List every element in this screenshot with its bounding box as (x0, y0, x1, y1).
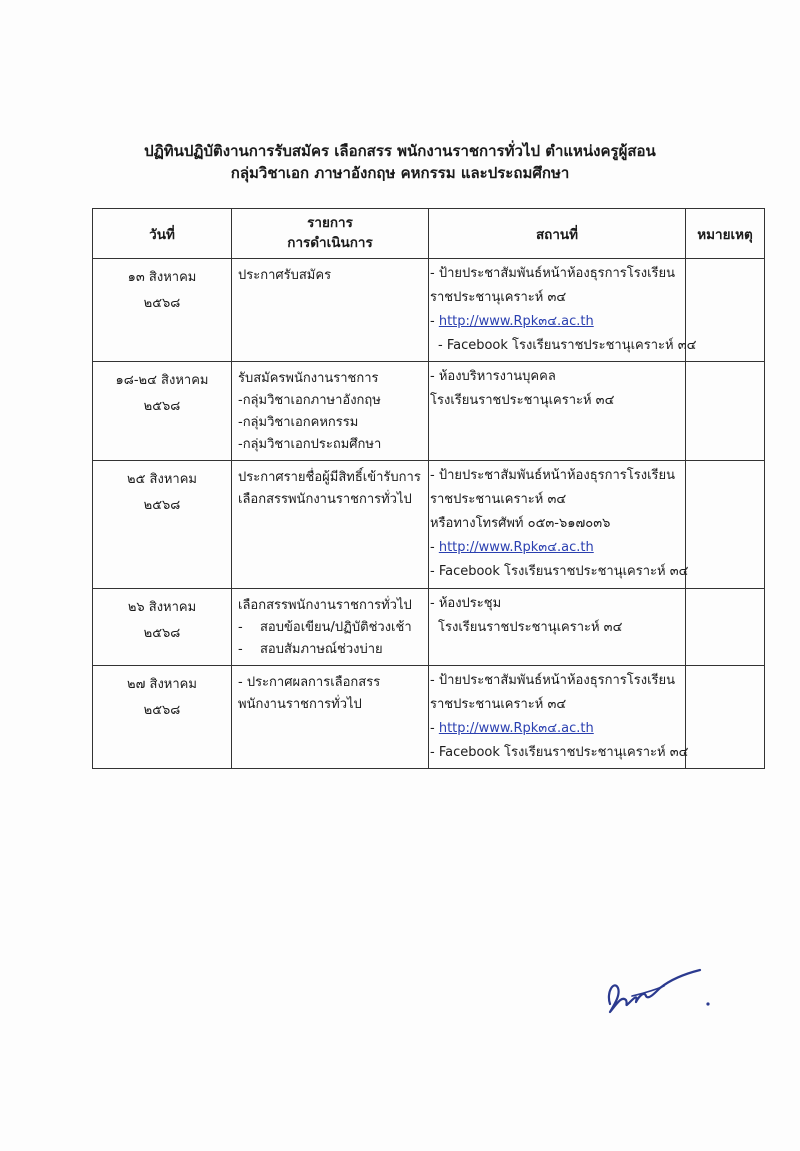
date-cell (93, 461, 232, 589)
header-activity-line2: การดำเนินการ (287, 235, 373, 251)
place-text: โรงเรียนราชประชานุเคราะห์ ๓๔ (430, 393, 615, 408)
activity-text: ประกาศรับสมัคร (238, 268, 332, 283)
place-text: โรงเรียนราชประชานุเคราะห์ ๓๔ (438, 620, 623, 635)
header-note: หมายเหตุ (686, 209, 765, 259)
place-text: ราชประชานุเคราะห์ ๓๔ (430, 290, 567, 305)
note-cell (686, 589, 765, 666)
place-text: - ห้องประชุม (430, 596, 502, 611)
date-cell (93, 589, 232, 666)
place-text: - ป้ายประชาสัมพันธ์หน้าห้องธุรการโรงเรียน (430, 468, 676, 483)
place-text: - Facebook โรงเรียนราชประชานุเคราะห์ ๓๔ (430, 745, 689, 760)
place-text: - (430, 721, 439, 736)
document-subtitle: กลุ่มวิชาเอก ภาษาอังกฤษ คหกรรม และประถมศึกษา (230, 164, 570, 182)
place-cell (429, 666, 689, 769)
date-day: ๑๓ สิงหาคม (127, 270, 197, 285)
activity-text: ประกาศรายชื่อผู้มีสิทธิ์เข้ารับการ (238, 470, 421, 485)
activity-text: -กลุ่มวิชาเอกประถมศึกษา (238, 437, 382, 452)
table-row (93, 461, 765, 589)
table-row (93, 666, 765, 769)
date-day: ๒๗ สิงหาคม (127, 677, 197, 692)
date-day: ๑๘-๒๔ สิงหาคม (115, 373, 209, 388)
activity-text: รับสมัครพนักงานราชการ (238, 371, 379, 386)
website-link[interactable]: http://www.Rpk๓๔.ac.th (438, 540, 594, 555)
document-title: ปฏิทินปฏิบัติงานการรับสมัคร เลือกสรร พนักงานราชการทั่วไป ตำแหน่งครูผู้สอน (144, 142, 656, 160)
activity-cell (232, 589, 429, 666)
place-text: - Facebook โรงเรียนราชประชานุเคราะห์ ๓๔ (438, 338, 697, 353)
date-year: ๒๕๖๘ (143, 703, 181, 718)
note-cell (686, 666, 765, 769)
activity-text: เลือกสรรพนักงานราชการทั่วไป (238, 492, 412, 507)
date-day: ๒๕ สิงหาคม (127, 472, 197, 487)
activity-cell (232, 362, 429, 461)
activity-cell (232, 259, 429, 362)
date-cell (93, 259, 232, 362)
date-year: ๒๕๖๘ (143, 498, 181, 513)
header-place: สถานที่ (429, 209, 686, 259)
place-text: - (430, 314, 439, 329)
website-link[interactable]: http://www.Rpk๓๔.ac.th (438, 314, 594, 329)
activity-cell (232, 666, 429, 769)
activity-text: เลือกสรรพนักงานราชการทั่วไป (238, 598, 412, 613)
activity-text: พนักงานราชการทั่วไป (238, 697, 362, 712)
header-activity-line1: รายการ (307, 215, 353, 231)
date-cell (93, 362, 232, 461)
place-text: - ห้องบริหารงานบุคคล (430, 369, 556, 384)
date-year: ๒๕๖๘ (143, 626, 181, 641)
schedule-table (92, 208, 765, 769)
date-year: ๒๕๖๘ (143, 296, 181, 311)
activity-cell (232, 461, 429, 589)
place-text: หรือทางโทรศัพท์ ๐๕๓-๖๑๗๐๓๖ (430, 516, 611, 531)
activity-text: สอบสัมภาษณ์ช่วงบ่าย (260, 642, 383, 657)
header-date: วันที่ (93, 209, 232, 259)
activity-text: - ประกาศผลการเลือกสรร (238, 675, 381, 690)
place-text: ราชประชานเคราะห์ ๓๔ (430, 492, 567, 507)
handwritten-signature (604, 966, 714, 1026)
table-row (93, 589, 765, 666)
bullet-dash: - (238, 642, 243, 657)
place-text: - (430, 540, 439, 555)
activity-text: -กลุ่มวิชาเอกคหกรรม (238, 415, 359, 430)
website-link[interactable]: http://www.Rpk๓๔.ac.th (438, 721, 594, 736)
note-cell (686, 461, 765, 589)
header-activity (232, 209, 429, 259)
date-year: ๒๕๖๘ (143, 399, 181, 414)
place-text: - ป้ายประชาสัมพันธ์หน้าห้องธุรการโรงเรียน (430, 266, 676, 281)
place-cell (429, 259, 697, 362)
activity-text: -กลุ่มวิชาเอกภาษาอังกฤษ (238, 393, 381, 408)
table-header-row (93, 209, 765, 259)
place-cell (429, 362, 686, 461)
table-row (93, 362, 765, 461)
date-day: ๒๖ สิงหาคม (127, 600, 197, 615)
place-text: ราชประชานเคราะห์ ๓๔ (430, 697, 567, 712)
place-cell (429, 461, 689, 589)
bullet-dash: - (238, 620, 243, 635)
place-text: - ป้ายประชาสัมพันธ์หน้าห้องธุรการโรงเรียน (430, 673, 676, 688)
note-cell (686, 259, 765, 362)
place-text: - Facebook โรงเรียนราชประชานุเคราะห์ ๓๔ (430, 564, 689, 579)
activity-text: สอบข้อเขียน/ปฏิบัติช่วงเช้า (260, 620, 412, 635)
table-row (93, 259, 765, 362)
note-cell (686, 362, 765, 461)
date-cell (93, 666, 232, 769)
place-cell (429, 589, 686, 666)
